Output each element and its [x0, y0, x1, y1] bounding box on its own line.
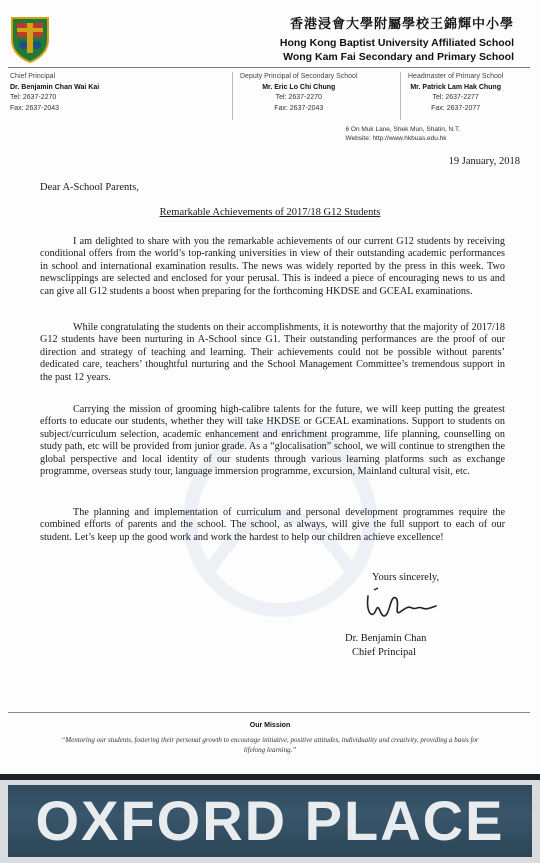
- headmaster-tel: Tel: 2637-2277: [432, 94, 479, 101]
- mission-statement: “Mentoring our students, fostering their personal growth to encourage initiative, positive attitudes, individuality and creativity, providing a basis for lifelong learning.”: [61, 736, 479, 754]
- street-sign-text: OXFORD PLACE: [35, 789, 505, 852]
- footer-divider: [8, 712, 530, 713]
- paragraph-text: While congratulating the students on their accomplishments, it is noteworthy that the majority of 2017/18 G12 students have been nurturing in A-School since G1. Their outstanding performances are the proof of our direction and strategy of teaching and learning. Their achievements could not be possible without parents’ dedicated care, teachers’ thoughtful nurturing and the School Management Committee’s tremendous support in the past 12 years.: [40, 322, 505, 383]
- letter-paragraph: [40, 507, 505, 544]
- chief-principal-role: Chief Principal: [10, 73, 56, 80]
- chief-principal-name: Dr. Benjamin Chan Wai Kai: [10, 83, 100, 91]
- staff-divider: [400, 72, 401, 120]
- deputy-principal-tel: Tel: 2637-2270: [275, 94, 322, 101]
- school-name-english-sub: Wong Kam Fai Secondary and Primary School: [283, 51, 514, 63]
- letter-paragraph: [40, 236, 505, 298]
- letter-greeting: Dear A-School Parents,: [40, 182, 139, 193]
- chief-principal-tel: Tel: 2637-2270: [10, 94, 57, 101]
- signer-name: Dr. Benjamin Chan: [345, 633, 427, 644]
- headmaster-name: Mr. Patrick Lam Hak Chung: [410, 83, 501, 91]
- school-website: Website: http://www.hkbuas.edu.hk: [345, 135, 447, 142]
- school-address-block: [345, 125, 460, 143]
- school-name-english: Hong Kong Baptist University Affiliated School: [279, 37, 514, 49]
- letter-subject: Remarkable Achievements of 2017/18 G12 Students: [159, 207, 381, 218]
- chief-principal-block: [10, 72, 99, 114]
- school-name-chinese: 香港浸會大學附屬學校王錦輝中小學: [289, 17, 514, 32]
- handwritten-signature-icon: [360, 586, 440, 624]
- mission-title: Our Mission: [249, 722, 291, 729]
- headmaster-fax: Fax: 2637-2077: [431, 104, 481, 112]
- signer-block: [345, 632, 426, 660]
- deputy-principal-name: Mr. Eric Lo Chi Chung: [262, 83, 336, 91]
- deputy-principal-fax: Fax: 2637-2043: [274, 104, 324, 112]
- sign-top-bar: [0, 774, 540, 780]
- letter-closing: Yours sincerely,: [372, 572, 440, 583]
- school-crest-icon: [8, 14, 52, 64]
- deputy-principal-role: Deputy Principal of Secondary School: [240, 73, 358, 80]
- headmaster-role: Headmaster of Primary School: [408, 73, 504, 80]
- paragraph-text: I am delighted to share with you the remarkable achievements of our current G12 students by receiving conditional offers from the world’s top-ranking universities in view of their outstanding academic performances in school and international examination results. The news was widely reported by the press in this week. Two newsclippings are selected and enclosed for your perusal. This is indeed a piece of encouraging news to us and can give all G12 students a boost when preparing for the forthcoming HKDSE and GCEAL examinations.: [40, 236, 505, 297]
- headmaster-block: [408, 72, 503, 114]
- school-address: 6 On Muk Lane, Shek Mun, Shatin, N.T.: [345, 126, 460, 133]
- paragraph-text: Carrying the mission of grooming high-calibre talents for the future, we will keep putting the greatest efforts to educate our students, whether they will take HKDSE or GCEAL examinations. Support to students on subject/curriculum selection, academic enhancement and enrichment programme, life planning, counselling on study path, etc will be provided from junior grade. As a “glocalisation” school, we will continue to strengthen the global perspective and local identity of our students through various learning platforms such as exchange programme, overseas study tour, language immersion programme, excursion, Mainland cultural visit, etc.: [40, 404, 505, 478]
- letter-date: 19 January, 2018: [448, 156, 520, 167]
- header-divider: [8, 67, 530, 68]
- staff-divider: [232, 72, 233, 120]
- paragraph-text: The planning and implementation of curriculum and personal development programmes require the combined efforts of parents and the school. The school, as always, will give the full support to each of our student. Let’s keep up the good work and work the hardest to help our children achieve excellence!: [40, 507, 505, 543]
- letter-paragraph: [40, 404, 505, 478]
- deputy-principal-block: [240, 72, 358, 114]
- chief-principal-fax: Fax: 2637-2043: [10, 104, 60, 112]
- letter-paragraph: [40, 322, 505, 384]
- signer-title: Chief Principal: [352, 647, 416, 658]
